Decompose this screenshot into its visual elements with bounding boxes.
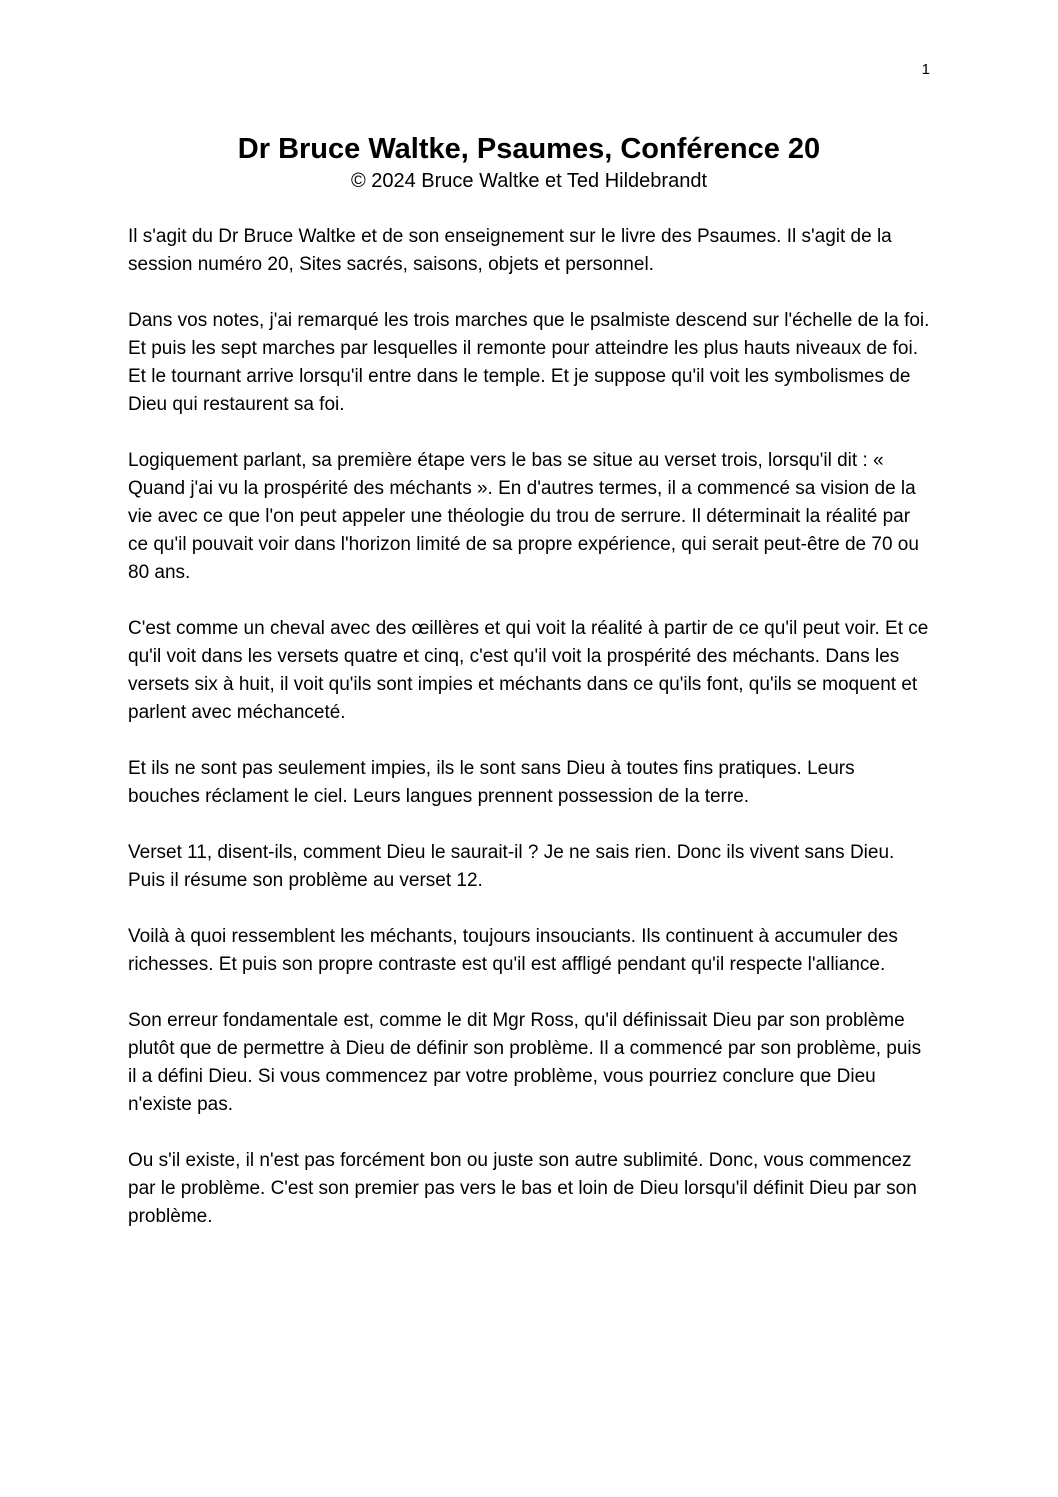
document-copyright-subtitle: © 2024 Bruce Waltke et Ted Hildebrandt	[350, 170, 708, 192]
paragraph: Et ils ne sont pas seulement impies, ils le sont sans Dieu à toutes fins pratiques. Leurs bouches réclament le ciel. Leurs langues prennent possession de la terre.	[128, 758, 855, 807]
document-paragraphs	[128, 223, 930, 1231]
paragraph: C'est comme un cheval avec des œillères et qui voit la réalité à partir de ce qu'il peut voir. Et ce qu'il voit dans les versets quatre et cinq, c'est qu'il voit la prospérité des méchants. Dans les versets six à huit, il voit qu'ils sont impies et méchants dans ce qu'ils font, qu'ils se moquent et parlent avec méchanceté.	[128, 618, 929, 723]
page-number: 1	[921, 61, 930, 78]
paragraph: Verset 11, disent-ils, comment Dieu le saurait-il ? Je ne sais rien. Donc ils vivent sans Dieu. Puis il résume son problème au verset 12.	[128, 842, 895, 891]
paragraph: Voilà à quoi ressemblent les méchants, toujours insouciants. Ils continuent à accumuler des richesses. Et puis son propre contraste est qu'il est affligé pendant qu'il respecte l'alliance.	[128, 926, 898, 975]
paragraph: Son erreur fondamentale est, comme le dit Mgr Ross, qu'il définissait Dieu par son problème plutôt que de permettre à Dieu de définir son problème. Il a commencé par son problème, puis il a défini Dieu. Si vous commencez par votre problème, vous pourriez conclure que Dieu n'existe pas.	[128, 1010, 922, 1115]
document-title: Dr Bruce Waltke, Psaumes, Conférence 20	[237, 133, 821, 165]
paragraph: Il s'agit du Dr Bruce Waltke et de son enseignement sur le livre des Psaumes. Il s'agit de la session numéro 20, Sites sacrés, saisons, objets et personnel.	[128, 226, 892, 275]
paragraph: Dans vos notes, j'ai remarqué les trois marches que le psalmiste descend sur l'échelle de la foi. Et puis les sept marches par lesquelles il remonte pour atteindre les plus hauts niveaux de foi. Et le tournant arrive lorsqu'il entre dans le temple. Et je suppose qu'il voit les symbolismes de Dieu qui restaurent sa foi.	[128, 310, 930, 415]
paragraph: Logiquement parlant, sa première étape vers le bas se situe au verset trois, lorsqu'il dit : « Quand j'ai vu la prospérité des méchants ». En d'autres termes, il a commencé sa vision de la vie avec ce que l'on peut appeler une théologie du trou de serrure. Il déterminait la réalité par ce qu'il pouvait voir dans l'horizon limité de sa propre expérience, qui serait peut-être de 70 ou 80 ans.	[128, 450, 919, 583]
paragraph: Ou s'il existe, il n'est pas forcément bon ou juste son autre sublimité. Donc, vous commencez par le problème. C'est son premier pas vers le bas et loin de Dieu lorsqu'il définit Dieu par son problème.	[128, 1150, 917, 1227]
